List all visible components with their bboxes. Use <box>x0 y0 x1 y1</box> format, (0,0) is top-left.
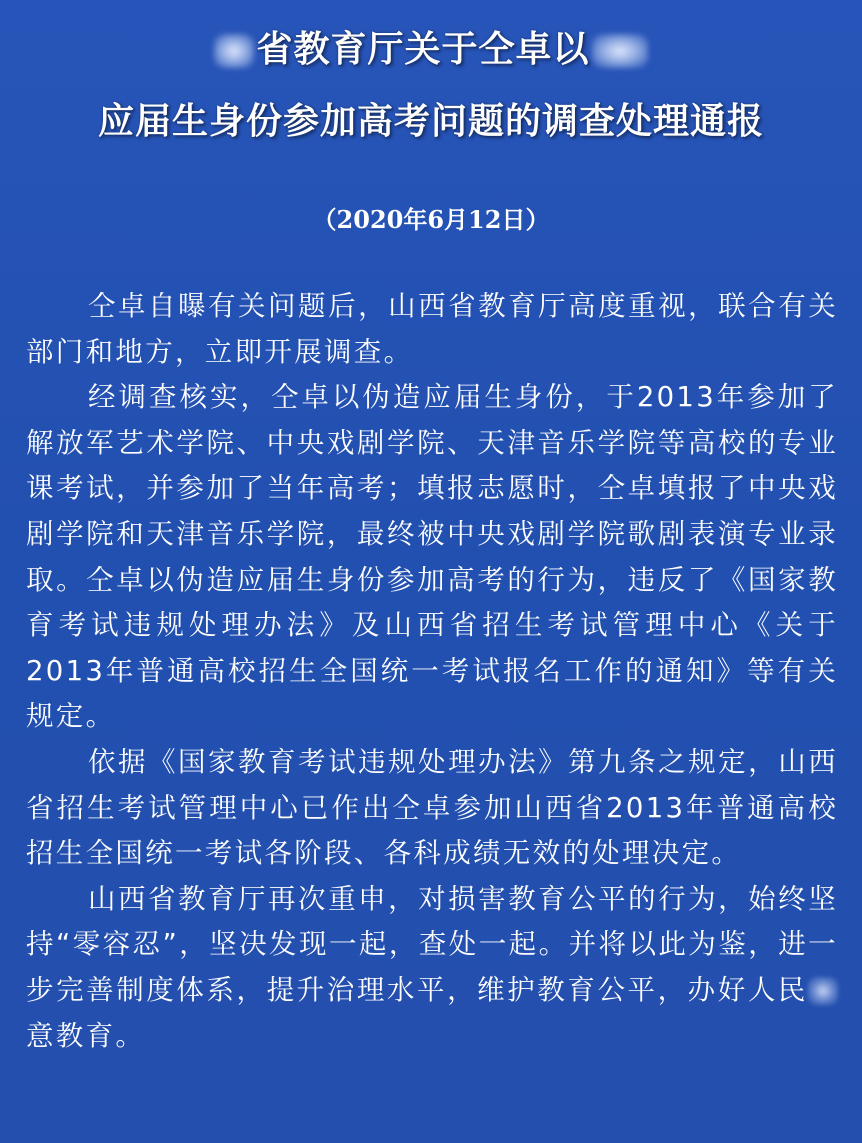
redacted-blur-left <box>214 34 254 68</box>
paragraph-4 <box>26 877 838 1059</box>
paragraph-1: 仝卓自曝有关问题后，山西省教育厅高度重视，联合有关部门和地方，立即开展调查。 <box>26 290 838 368</box>
redacted-blur-right <box>592 34 648 68</box>
paragraph-3: 依据《国家教育考试违规处理办法》第九条之规定，山西省招生考试管理中心已作出仝卓参加山西省2013年普通高校招生全国统一考试各阶段、各科成绩无效的处理决定。 <box>26 745 838 870</box>
notice-date: （2020年6月12日） <box>312 205 550 234</box>
notice-title <box>0 28 862 144</box>
redacted-blur-inline <box>808 977 838 1005</box>
paragraph-4-tail-prefix: 人民 <box>747 973 808 1006</box>
title-line-1 <box>0 28 862 78</box>
title-line-2: 应届生身份参加高考问题的调查处理通报 <box>97 101 764 142</box>
notice-body <box>26 284 838 1059</box>
paragraph-2: 经调查核实，仝卓以伪造应届生身份，于2013年参加了解放军艺术学院、中央戏剧学院、天津音乐学院等高校的专业课考试，并参加了当年高考；填报志愿时，仝卓填报了中央戏剧学院和天津音乐学院，最终被中央戏剧学院歌剧表演专业录取。仝卓以伪造应届生身份参加高考的行为，违反了《国家教育考试违规处理办法》及山西省招生考试管理中心《关于2013年普通高校招生全国统一考试报名工作的通知》等有关规定。 <box>26 381 838 733</box>
paragraph-4-text: 山西省教育厅再次重申，对损害教育公平的行为，始终坚持“零容忍”，坚决发现一起，查处一起。并将以此为鉴，进一步完善制度体系，提升治理水平，维护教育公平，办好 <box>26 882 838 1006</box>
title-line-1-text: 省教育厅关于仝卓以 <box>256 29 590 70</box>
paragraph-4-tail-suffix: 意教育。 <box>26 1019 146 1052</box>
